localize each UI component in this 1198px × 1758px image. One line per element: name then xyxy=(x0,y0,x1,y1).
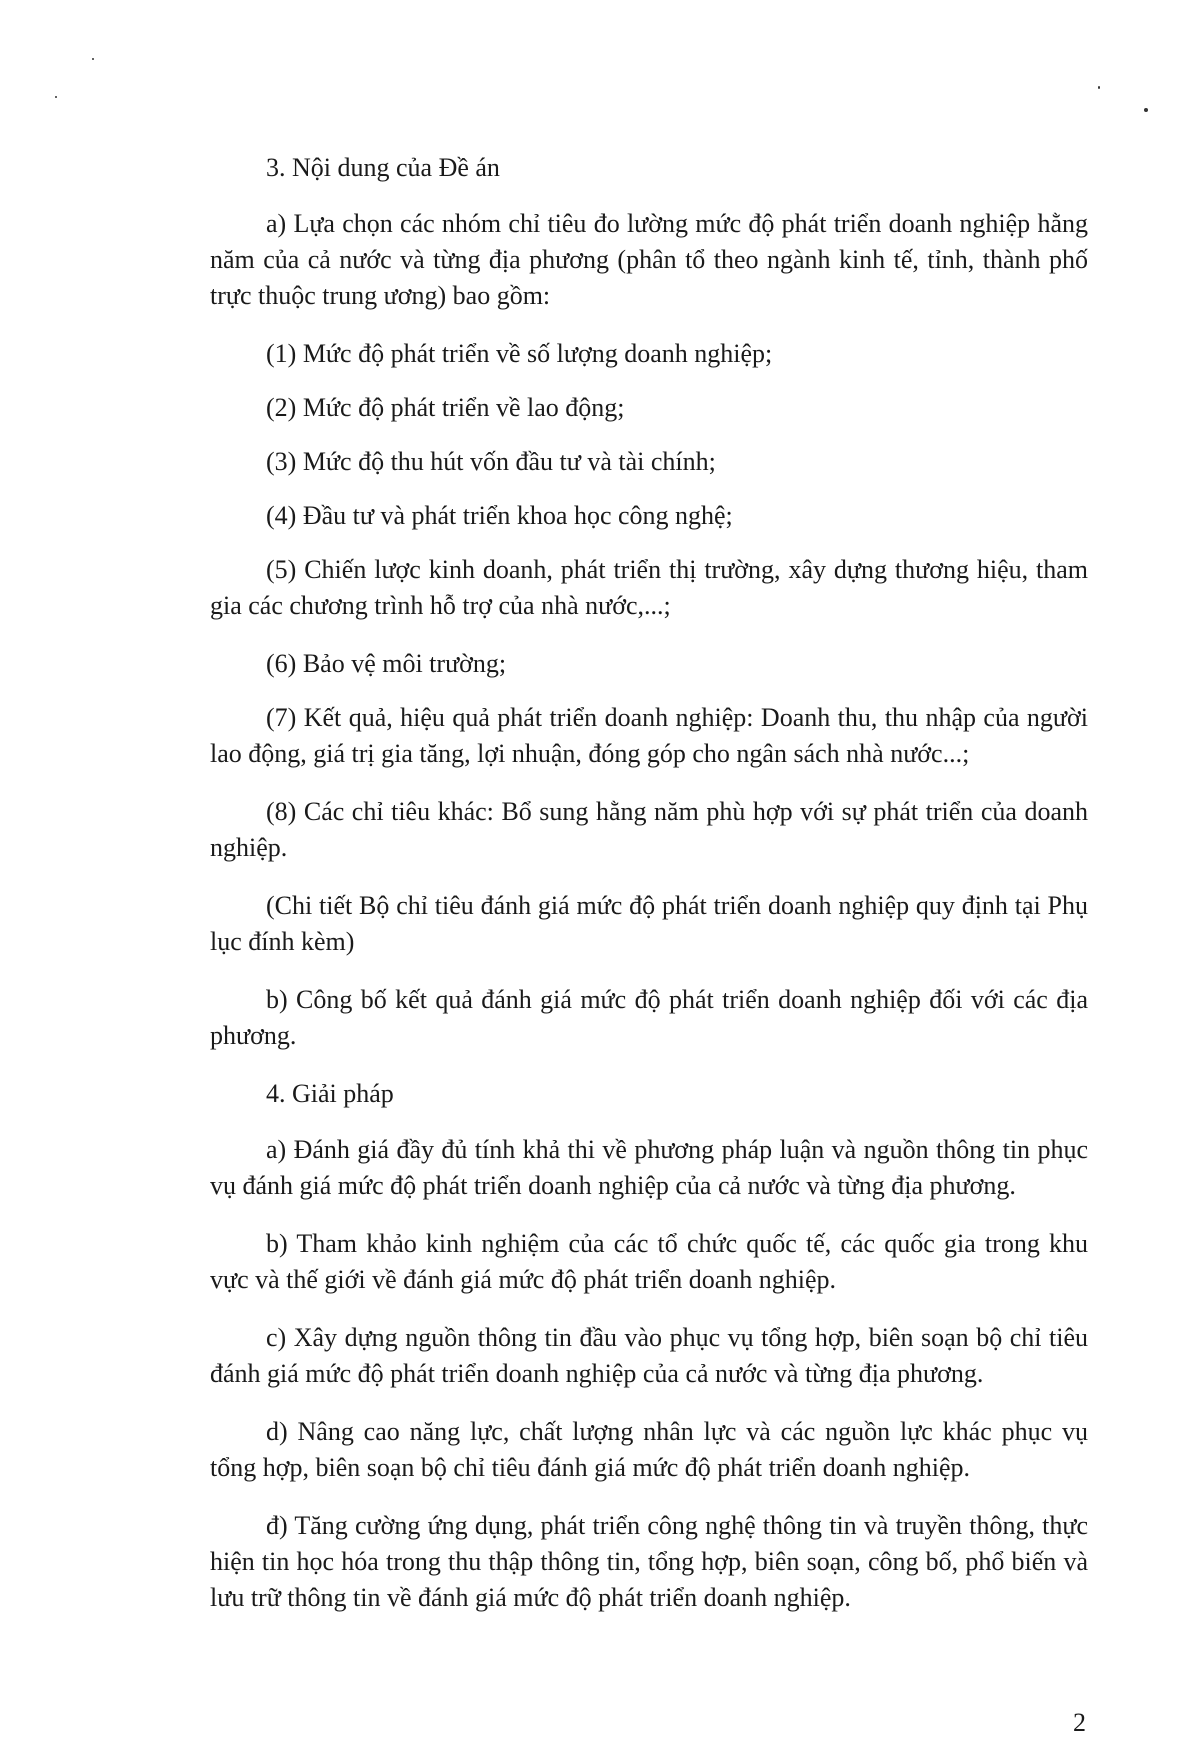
list-item-2: (2) Mức độ phát triển về lao động; xyxy=(266,393,625,422)
scan-speck xyxy=(55,96,57,98)
list-item-7: (7) Kết quả, hiệu quả phát triển doanh nghiệp: Doanh thu, thu nhập của người lao động, giá trị gia tăng, lợi nhuận, đóng góp cho ngân sách nhà nước...; xyxy=(210,703,1088,768)
list-item-8: (8) Các chỉ tiêu khác: Bổ sung hằng năm phù hợp với sự phát triển của doanh nghiệp. xyxy=(210,797,1088,862)
solution-c: c) Xây dựng nguồn thông tin đầu vào phục vụ tổng hợp, biên soạn bộ chỉ tiêu đánh giá mức độ phát triển doanh nghiệp của cả nước và từng địa phương. xyxy=(210,1323,1088,1388)
list-item-5: (5) Chiến lược kinh doanh, phát triển thị trường, xây dựng thương hiệu, tham gia các chương trình hỗ trợ của nhà nước,...; xyxy=(210,555,1088,620)
appendix-note: (Chi tiết Bộ chỉ tiêu đánh giá mức độ phát triển doanh nghiệp quy định tại Phụ lục đính kèm) xyxy=(210,891,1088,956)
page-number: 2 xyxy=(1073,1708,1086,1737)
section-heading-solutions: 4. Giải pháp xyxy=(266,1079,394,1108)
section-heading-content: 3. Nội dung của Đề án xyxy=(266,153,500,182)
solution-d: d) Nâng cao năng lực, chất lượng nhân lực và các nguồn lực khác phục vụ tổng hợp, biên soạn bộ chỉ tiêu đánh giá mức độ phát triển doanh nghiệp. xyxy=(210,1417,1088,1482)
paragraph-a-indicators: a) Lựa chọn các nhóm chỉ tiêu đo lường mức độ phát triển doanh nghiệp hằng năm của cả nước và từng địa phương (phân tổ theo ngành kinh tế, tỉnh, thành phố trực thuộc trung ương) bao gồm: xyxy=(210,209,1088,310)
list-item-6: (6) Bảo vệ môi trường; xyxy=(266,649,507,678)
scan-speck xyxy=(1144,108,1148,112)
list-item-4: (4) Đầu tư và phát triển khoa học công nghệ; xyxy=(266,501,733,530)
scan-speck xyxy=(92,58,94,60)
solution-a: a) Đánh giá đầy đủ tính khả thi về phương pháp luận và nguồn thông tin phục vụ đánh giá mức độ phát triển doanh nghiệp của cả nước và từng địa phương. xyxy=(210,1135,1088,1200)
solution-dd: đ) Tăng cường ứng dụng, phát triển công nghệ thông tin và truyền thông, thực hiện tin học hóa trong thu thập thông tin, tổng hợp, biên soạn, công bố, phổ biến và lưu trữ thông tin về đánh giá mức độ phát triển doanh nghiệp. xyxy=(210,1511,1088,1612)
list-item-1: (1) Mức độ phát triển về số lượng doanh nghiệp; xyxy=(266,339,773,368)
paragraph-b-publish: b) Công bố kết quả đánh giá mức độ phát triển doanh nghiệp đối với các địa phương. xyxy=(210,985,1088,1050)
list-item-3: (3) Mức độ thu hút vốn đầu tư và tài chính; xyxy=(266,447,716,476)
document-body xyxy=(210,150,1088,1638)
scan-speck xyxy=(1098,86,1100,89)
solution-b: b) Tham khảo kinh nghiệm của các tổ chức quốc tế, các quốc gia trong khu vực và thế giới về đánh giá mức độ phát triển doanh nghiệp. xyxy=(210,1229,1088,1294)
